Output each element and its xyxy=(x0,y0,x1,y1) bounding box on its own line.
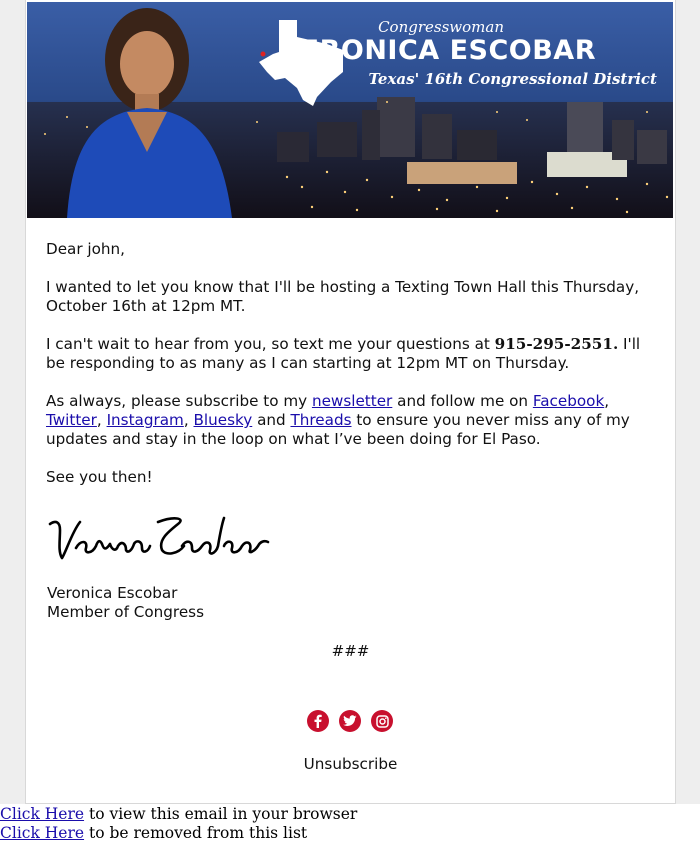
text-segment: I can't wait to hear from you, so text me your questions at xyxy=(46,335,495,353)
remove-from-list-link[interactable]: Click Here xyxy=(0,824,85,842)
signature-block xyxy=(47,584,204,622)
text-segment: and follow me on xyxy=(392,392,533,410)
view-in-browser-link[interactable]: Click Here xyxy=(0,805,85,823)
paragraph-phone xyxy=(46,335,646,373)
letter-body xyxy=(46,240,646,506)
sign-name: Veronica Escobar xyxy=(47,584,178,602)
text-segment: , xyxy=(604,392,610,410)
banner-title-name: VERONICA ESCOBAR xyxy=(279,35,596,66)
bluesky-link[interactable]: Bluesky xyxy=(193,411,253,429)
text-segment: I'll be responding to as many as I can starting at 12pm MT on Thursday. xyxy=(46,335,641,372)
text-segment: to ensure you never miss any of my updates and stay in the loop on what I’ve been doing for El Paso. xyxy=(46,411,630,448)
banner-title-block xyxy=(279,17,657,89)
greeting: Dear john, xyxy=(46,240,126,258)
banner-title-small: Congresswoman xyxy=(378,18,504,36)
separator: ### xyxy=(331,642,370,660)
instagram-link[interactable]: Instagram xyxy=(106,411,184,429)
text-segment: As always, please subscribe to my xyxy=(46,392,312,410)
phone-number: 915-295-2551. xyxy=(494,335,619,353)
text-segment: and xyxy=(252,411,291,429)
text-segment: , xyxy=(183,411,194,429)
instagram-icon[interactable] xyxy=(371,710,393,732)
text-segment: , xyxy=(96,411,107,429)
threads-link[interactable]: Threads xyxy=(290,411,352,429)
footer-line-remove xyxy=(0,824,357,843)
twitter-icon[interactable] xyxy=(339,710,361,732)
paragraph-subscribe xyxy=(46,392,646,449)
unsubscribe-link[interactable]: Unsubscribe xyxy=(303,755,398,773)
footer xyxy=(0,805,357,843)
facebook-link[interactable]: Facebook xyxy=(532,392,605,410)
paragraph-town-hall: I wanted to let you know that I'll be hosting a Texting Town Hall this Thursday, October 16th at 12pm MT. xyxy=(46,278,640,315)
newsletter-link[interactable]: newsletter xyxy=(311,392,393,410)
sign-title: Member of Congress xyxy=(47,603,205,621)
footer-text: to view this email in your browser xyxy=(84,805,358,823)
handwritten-signature xyxy=(46,510,278,566)
closing: See you then! xyxy=(46,468,153,486)
footer-text: to be removed from this list xyxy=(84,824,308,842)
email-card xyxy=(25,0,676,804)
twitter-link[interactable]: Twitter xyxy=(46,411,97,429)
header-banner xyxy=(27,2,673,218)
facebook-icon[interactable] xyxy=(307,710,329,732)
banner-district: Texas' 16th Congressional District xyxy=(368,70,657,88)
social-links xyxy=(307,710,393,732)
footer-line-browser xyxy=(0,805,357,824)
